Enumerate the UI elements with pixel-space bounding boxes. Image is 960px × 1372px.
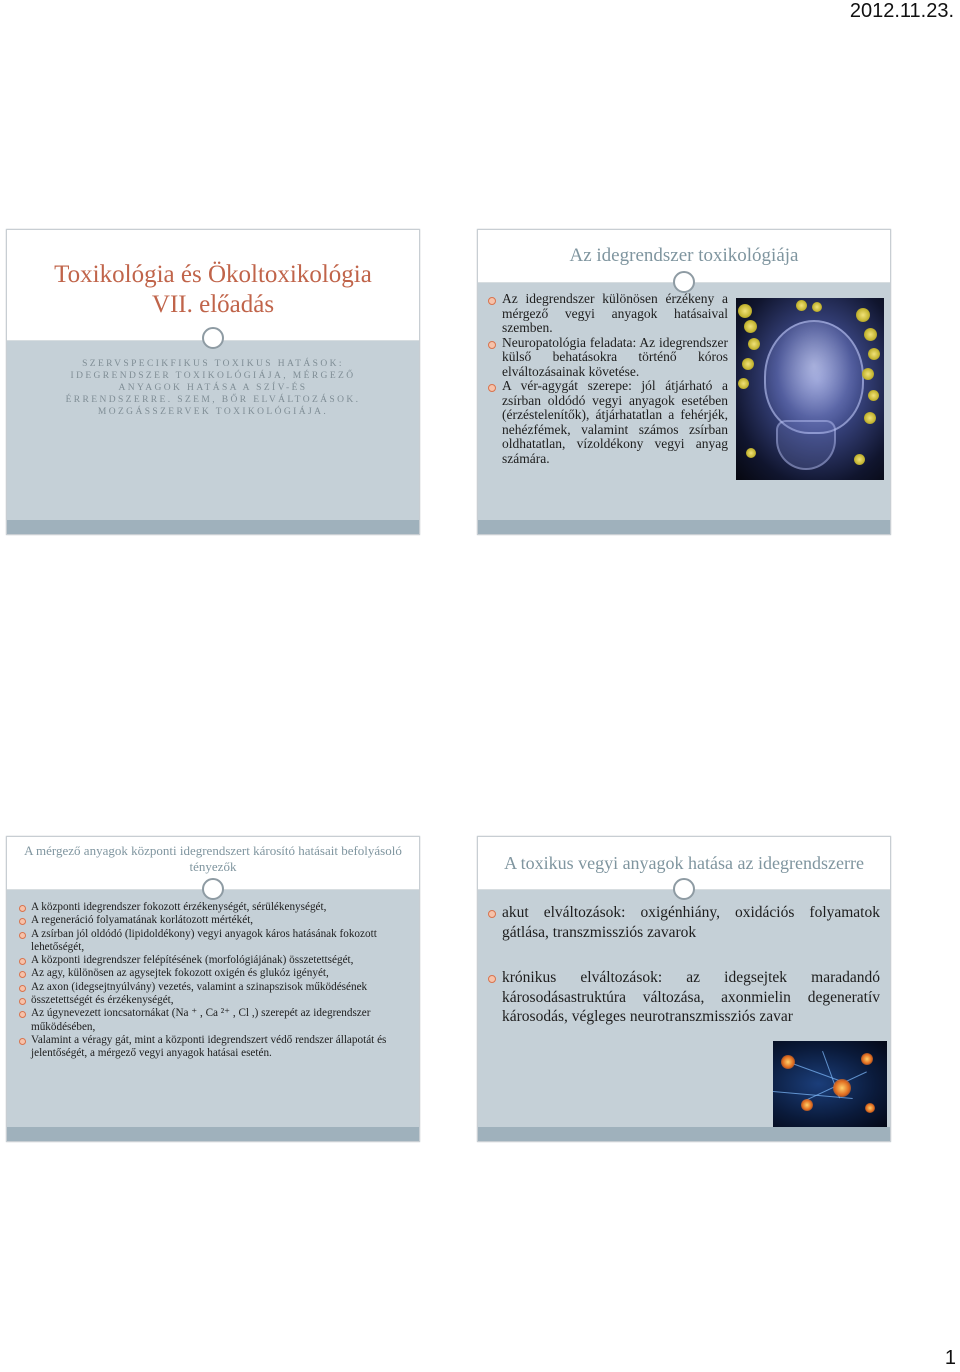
list-item: Az axon (idegsejtnyúlvány) vezetés, valamint a szinapszisok működésének	[17, 981, 411, 994]
bacteria-dot	[744, 320, 757, 333]
bacteria-dot	[742, 358, 754, 370]
page-date: 2012.11.23.	[849, 0, 954, 22]
neuron-cell	[801, 1099, 813, 1111]
bacteria-dot	[812, 302, 822, 312]
title-line-1: Toxikológia és Ökoltoxikológia	[54, 261, 372, 288]
bacteria-dot	[738, 304, 752, 318]
neuron-cell	[865, 1103, 875, 1113]
list-item: A vér-agygát szerepe: jól átjárható a zsírban oldódó vegyi anyagok esetében (érzéstelenítők), átjárhatatlan a fehérjék, nehézfémek, valamint számos zsírban oldhatatlan, vízoldékony vegyi anyag számára.	[488, 379, 728, 466]
slide-nervous-system-toxicology	[477, 229, 891, 535]
bullet-list	[488, 292, 728, 466]
list-item: A regeneráció folyamatának korlátozott mértékét,	[17, 914, 411, 927]
list-item: összetettségét és érzékenységét,	[17, 994, 411, 1007]
slide-influencing-factors	[6, 836, 420, 1142]
slide-divider-circle	[673, 271, 695, 293]
bacteria-dot	[856, 308, 870, 322]
list-item: Az idegrendszer különösen érzékeny a mérgező vegyi anyagok hatásaival szemben.	[488, 292, 728, 336]
xray-skull-image	[736, 298, 884, 480]
list-item: Valamint a véragy gát, mint a központi idegrendszert védő rendszer állapotát és jelentőségét, a mérgező vegyi anyagok hatásai esetén.	[17, 1034, 411, 1061]
slide-title-text	[17, 260, 409, 320]
neuron-cell	[833, 1079, 851, 1097]
slide-footer-bar	[478, 1127, 890, 1141]
skull-shape	[764, 320, 864, 434]
bacteria-dot	[738, 378, 749, 389]
bacteria-dot	[862, 368, 874, 380]
bullet-list	[488, 903, 880, 1027]
slide-title	[6, 229, 420, 535]
jaw-shape	[776, 420, 836, 470]
bullet-list	[17, 901, 411, 1061]
slide-toxic-effects	[477, 836, 891, 1142]
list-item: A zsírban jól oldódó (lipidoldékony) vegyi anyagok káros hatásának fokozott lehetőségét,	[17, 928, 411, 955]
list-item: Az agy, különösen az agysejtek fokozott oxigén és glukóz igényét,	[17, 967, 411, 980]
bacteria-dot	[868, 390, 879, 401]
list-item: krónikus elváltozások: az idegsejtek maradandó károsodásastruktúra változása, axonmielin degeneratív károsodás, végleges neurotranszmissziós zavar	[488, 968, 880, 1027]
list-item: A központi idegrendszer felépítésének (morfológiájának) összetettségét,	[17, 954, 411, 967]
slide-heading: A toxikus vegyi anyagok hatása az idegrendszerre	[504, 853, 864, 873]
list-item: akut elváltozások: oxigénhiány, oxidációs folyamatok gátlása, transzmissziós zavarok	[488, 903, 880, 942]
slide-heading: Az idegrendszer toxikológiája	[569, 245, 799, 266]
slide-divider-circle	[202, 878, 224, 900]
neuron-network-image	[773, 1041, 887, 1127]
title-line-2: VII. előadás	[151, 291, 275, 318]
bacteria-dot	[748, 338, 760, 350]
slide-subtitle: SZERVSPECIKFIKUS TOXIKUS HATÁSOK: IDEGRENDSZER TOXIKOLÓGIÁJA, MÉRGEZŐ ANYAGOK HATÁSA A SZÍV-ÉS ÉRRENDSZERRE. SZEM, BŐR ELVÁLTOZÁSOK. MOZGÁSSZERVEK TOXIKOLÓGIÁJA.	[65, 359, 361, 417]
neuron-cell	[781, 1055, 795, 1069]
slide-footer-bar	[7, 1127, 419, 1141]
bacteria-dot	[796, 300, 807, 311]
neuron-cell	[861, 1053, 873, 1065]
bacteria-dot	[746, 448, 756, 458]
slide-divider-circle	[202, 327, 224, 349]
bacteria-dot	[854, 454, 865, 465]
nerve-fiber	[787, 1061, 844, 1082]
bacteria-dot	[864, 412, 876, 424]
slide-heading: A mérgező anyagok központi idegrendszert károsító hatásait befolyásoló tényezők	[24, 843, 402, 874]
slide-footer-bar	[478, 520, 890, 534]
list-item: Neuropatológia feladata: Az idegrendszer külső behatásokra történő kóros elváltozásainak követése.	[488, 336, 728, 380]
list-item: Az úgynevezett ioncsatornákat (Na ⁺ , Ca ²⁺ , Cl ,) szerepét az idegrendszer működésében,	[17, 1007, 411, 1034]
slide-footer-bar	[7, 520, 419, 534]
bacteria-dot	[868, 348, 880, 360]
page-number: 1	[944, 1347, 956, 1369]
bacteria-dot	[864, 328, 877, 341]
slide-divider-circle	[673, 878, 695, 900]
list-item: A központi idegrendszer fokozott érzékenységét, sérülékenységét,	[17, 901, 411, 914]
